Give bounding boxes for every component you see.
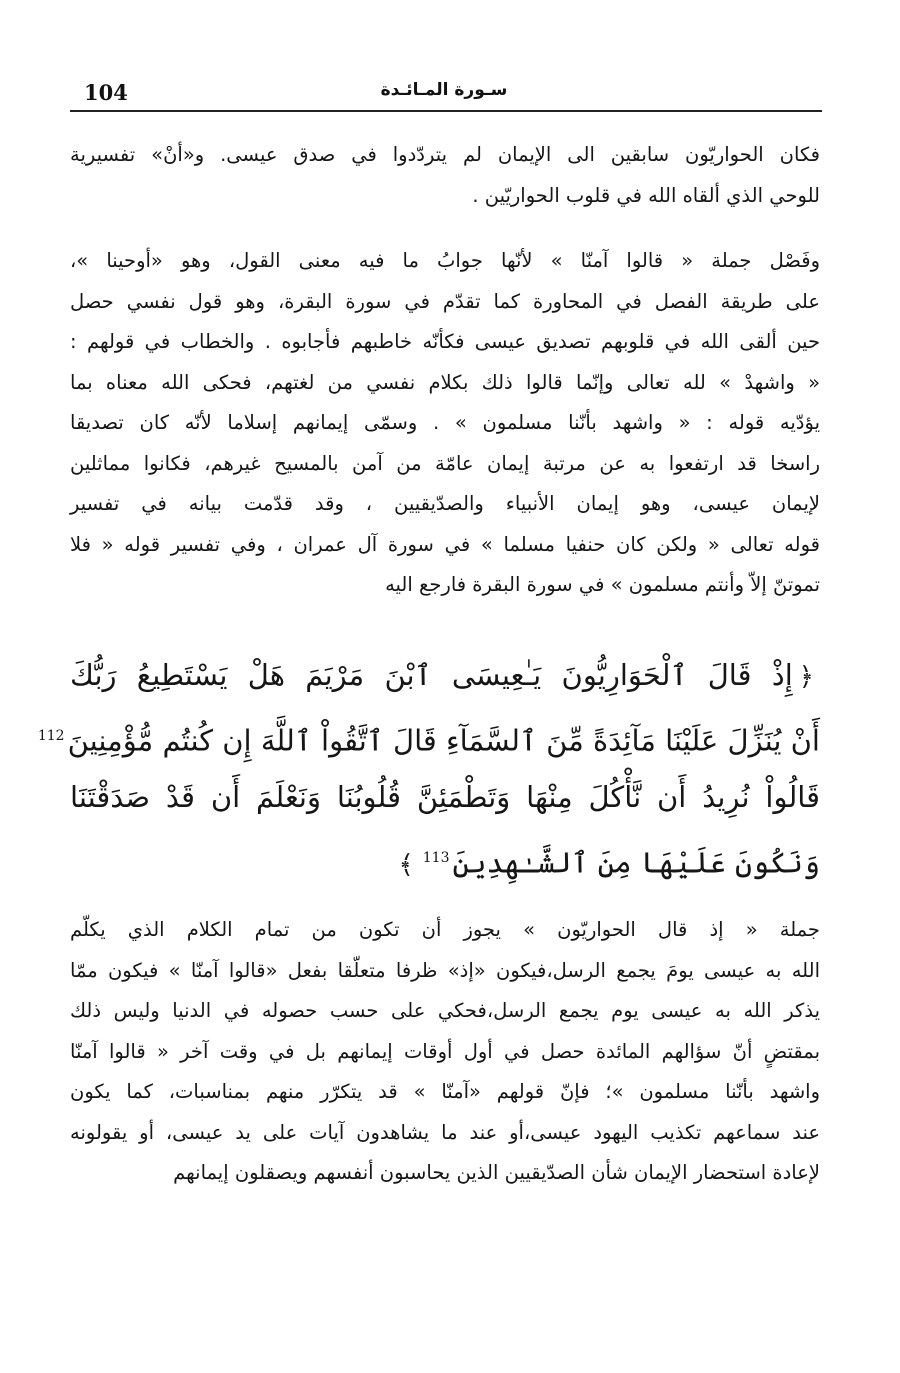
text-line: على طريقة الفصل في المحاورة كما تقدّم في سورة البقرة، وهو قول نفسي حصل xyxy=(70,289,820,313)
verse-number: 113 xyxy=(422,850,450,866)
text-line: يؤدّيه قوله : « واشهد بأنّنا مسلمون » . وسمّى إيمانهم إسلاما لأنّه كان تصديقا xyxy=(70,411,820,434)
text-line: الله به عيسى يومَ يجمع الرسل،فيكون «إذ» ظرفا متعلّقا بفعل «قالوا آمنّا » فيكون ممّا xyxy=(70,958,820,982)
text-line: للوحي الذي ألقاه الله في قلوب الحواريّين . xyxy=(472,183,820,207)
text-line: حين ألقى الله في قلوبهم تصديق عيسى فكأنّه خاطبهم فأجابوه . والخطاب في قولهم : xyxy=(70,330,820,353)
verse-text: وَنَكُونَ عَلَيْهَا مِنَ ٱلشَّـٰهِدِينَ xyxy=(452,845,820,880)
text-line: بمقتضٍ أنّ سؤالهم المائدة حصل في أول أوقات إيمانهم بل في وقت آخر « قالوا آمنّا xyxy=(70,1039,820,1063)
text-line: يذكر الله به عيسى يوم يجمع الرسل،فحكي على حسب حصوله في الدنيا وليس ذلك xyxy=(70,999,820,1022)
text-line: جملة « إذ قال الحواريّون » يجوز أن تكون من تمام الكلام الذي يكلّم xyxy=(70,918,820,941)
verse-line xyxy=(70,767,820,828)
text-line: لإيمان عيسى، وهو إيمان الأنبياء والصدّيقيين ، وقد قدّمت بيانه في تفسير xyxy=(70,492,820,515)
paragraph-2 xyxy=(70,241,820,606)
text-line: قوله تعالى « ولكن كان حنفيا مسلما » في سورة آل عمران ، وفي تفسير قوله « فلا xyxy=(70,532,820,556)
verse-open-ornament: ﴿ xyxy=(798,662,814,692)
verse-line xyxy=(70,828,820,889)
page-number: 104 xyxy=(84,80,128,105)
paragraph-1 xyxy=(70,135,820,216)
quran-verse xyxy=(37,645,820,889)
verse-text: قَالُواْ نُرِيدُ أَن نَّأْكُلَ مِنْهَا وَتَطْمَئِنَّ قُلُوبُنَا وَنَعْلَمَ أَن قَدْ صَدَقْتَنَا xyxy=(70,780,820,814)
page-header xyxy=(68,76,820,110)
text-line: وفَصْل جملة « قالوا آمنّا » لأنّها جوابُ ما فيه معنى القول، وهو «أوحينا »، xyxy=(70,249,820,272)
text-line: راسخا قد ارتفعوا به عن مرتبة إيمان عامّة من آمن بالمسيح غيرهم، فكانوا مماثلين xyxy=(70,451,820,475)
text-line: « واشهدْ » لله تعالى وإنّما قالوا ذلك بكلام نفسي من لغتهم، فحكى الله معناه بما xyxy=(70,370,820,394)
verse-close-ornament: ﴾ xyxy=(398,849,414,880)
verse-text: إِذْ قَالَ ٱلْحَوَارِيُّونَ يَـٰعِيسَى ٱبْنَ مَرْيَمَ هَلْ يَسْتَطِيعُ رَبُّكَ xyxy=(70,658,793,692)
verse-number: 112 xyxy=(37,728,65,744)
verse-text: أَنْ يُنَزِّلَ عَلَيْنَا مَآئِدَةً مِّنَ ٱلسَّمَآءِ قَالَ ٱتَّقُواْ ٱللَّهَ إِن كُنتُم مُّؤْمِنِينَ xyxy=(67,723,820,758)
verse-line xyxy=(37,706,820,767)
verse-line xyxy=(70,645,820,706)
text-line: لإعادة استحضار الإيمان شأن الصدّيقيين الذين يحاسبون أنفسهم ويصقلون إيمانهم xyxy=(173,1161,820,1184)
text-line: واشهد بأنّنا مسلمون »؛ فإنّ قولهم «آمنّا » قد يتكرّر منهم بمناسبات، كما يكون xyxy=(70,1080,820,1103)
header-rule xyxy=(70,110,822,112)
text-line: تموتنّ إلاّ وأنتم مسلمون » في سورة البقرة فارجع اليه xyxy=(385,573,820,596)
running-title: سـورة المـائـدة xyxy=(380,80,508,100)
text-line: عند سماعهم تكذيب اليهود عيسى،أو عند ما يشاهدون آيات على يد عيسى، أو يقولونه xyxy=(70,1120,820,1144)
text-line: فكان الحواريّون سابقين الى الإيمان لم يتردّدوا في صدق عيسى. و«أنْ» تفسيرية xyxy=(70,143,820,166)
paragraph-3 xyxy=(70,910,820,1194)
